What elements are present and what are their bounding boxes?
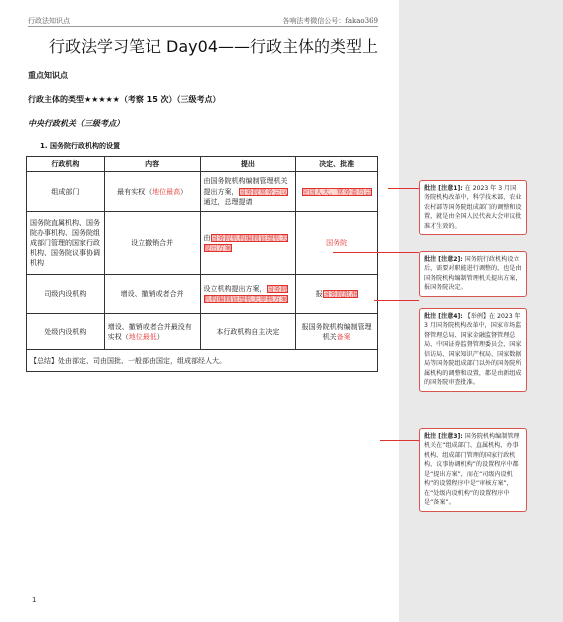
item-heading: 1. 国务院行政机构的设置 bbox=[40, 142, 120, 150]
comment-note-4[interactable] bbox=[419, 308, 527, 392]
org-cell: 国务院直属机构、国务院办事机构、国务院组成部门管理的国家行政机构、国务院议事协调机构 bbox=[27, 212, 105, 275]
table-header-cell: 行政机构 bbox=[27, 157, 105, 172]
content-cell: 最有实权（地位最高） bbox=[104, 172, 200, 212]
propose-cell: 由国务院机构编制管理机关提出方案，国务院常务会议通过，总理提请 bbox=[200, 172, 296, 212]
section-heading: 行政主体的类型★★★★★（考察 15 次）（三级考点） bbox=[28, 95, 221, 104]
comment-note-3[interactable] bbox=[419, 428, 527, 512]
subsection-heading: 中央行政机关（三级考点） bbox=[28, 118, 124, 128]
propose-cell: 本行政机构自主决定 bbox=[200, 314, 296, 350]
table-header-row bbox=[27, 157, 378, 172]
agency-table bbox=[26, 156, 378, 372]
table-summary-row bbox=[27, 350, 378, 372]
table-header-cell: 内容 bbox=[104, 157, 200, 172]
decide-cell: 全国人大、常务委员会 bbox=[296, 172, 378, 212]
table-header-cell: 决定、批准 bbox=[296, 157, 378, 172]
summary-cell: 【总结】处由部定、司由国批、一般部由国定，组成部经人大。 bbox=[27, 350, 378, 372]
propose-cell: 由国务院机构编制管理机关提出方案 bbox=[200, 212, 296, 275]
header-right-text: 各响法考微信公号：fakao369 bbox=[282, 17, 378, 25]
comment-connector bbox=[374, 300, 419, 301]
comment-connector bbox=[380, 440, 419, 441]
decide-cell: 报国务院机构编制管理机关备案 bbox=[296, 314, 378, 350]
comment-label: 批注 [注意4]: bbox=[424, 313, 463, 320]
comment-note-1[interactable] bbox=[419, 180, 527, 235]
table-header-cell: 提出 bbox=[200, 157, 296, 172]
decide-cell: 报国务院批准 bbox=[296, 275, 378, 314]
org-cell: 处级内设机构 bbox=[27, 314, 105, 350]
decide-cell: 国务院 bbox=[296, 212, 378, 275]
content-cell: 增设、撤销或者合并 bbox=[104, 275, 200, 314]
table-row bbox=[27, 212, 378, 275]
page-number: 1 bbox=[32, 596, 37, 604]
table-row bbox=[27, 172, 378, 212]
comment-connector bbox=[388, 188, 419, 189]
comment-text: 在 2023 年 3 月国务院机构改革中，科学技术部、农业农村部等国务院组成部门的调整和设置，就是由全国人民代表大会审议批准才生效的。 bbox=[424, 185, 522, 230]
propose-cell: 设立机构提出方案，国务院机构编制管理机关审核方案 bbox=[200, 275, 296, 314]
page-header bbox=[28, 15, 378, 27]
comment-connector bbox=[333, 252, 419, 253]
comment-text: 国务院机构编制管理机关在“组成部门、直属机构、办事机构、组成部门管理的国家行政机构、议事协调机构”的设置程序中都是“提出方案”，而在“司级内设机构”的设置程序中是“审核方案”，在“处级内设机构”的设置程序中是“备案”。 bbox=[424, 433, 520, 507]
table-row bbox=[27, 314, 378, 350]
org-cell: 司级内设机构 bbox=[27, 275, 105, 314]
key-points-heading: 重点知识点 bbox=[28, 71, 68, 80]
comment-label: 批注 [注意1]: bbox=[424, 185, 463, 192]
content-cell: 增设、撤销或者合并最没有实权（地位最低） bbox=[104, 314, 200, 350]
comment-note-2[interactable] bbox=[419, 251, 527, 297]
comment-label: 批注 [注意2]: bbox=[424, 256, 463, 263]
page-title: 行政法学习笔记 Day04——行政主体的类型上 bbox=[48, 37, 378, 56]
header-left-text: 行政法知识点 bbox=[28, 17, 70, 25]
comment-label: 批注 [注意3]: bbox=[424, 433, 463, 440]
content-cell: 设立撤销合并 bbox=[104, 212, 200, 275]
comment-text: 国务院行政机构设立后，需要对职能进行调整的，也是由国务院机构编制管理机关提出方案，报国务院决定。 bbox=[424, 256, 522, 292]
comment-text: 【举例】在 2023 年 3 月国务院机构改革中，国家市场监督管理总局、国家金融监督管理总局、中国证券监督管理委员会、国家信访局、国家知识产权局、国家数据局等国务院组成部门以外的国务院所属机构的调整和设置，都是由新组成的国务院审查批准。 bbox=[424, 313, 522, 387]
org-cell: 组成部门 bbox=[27, 172, 105, 212]
table-row bbox=[27, 275, 378, 314]
